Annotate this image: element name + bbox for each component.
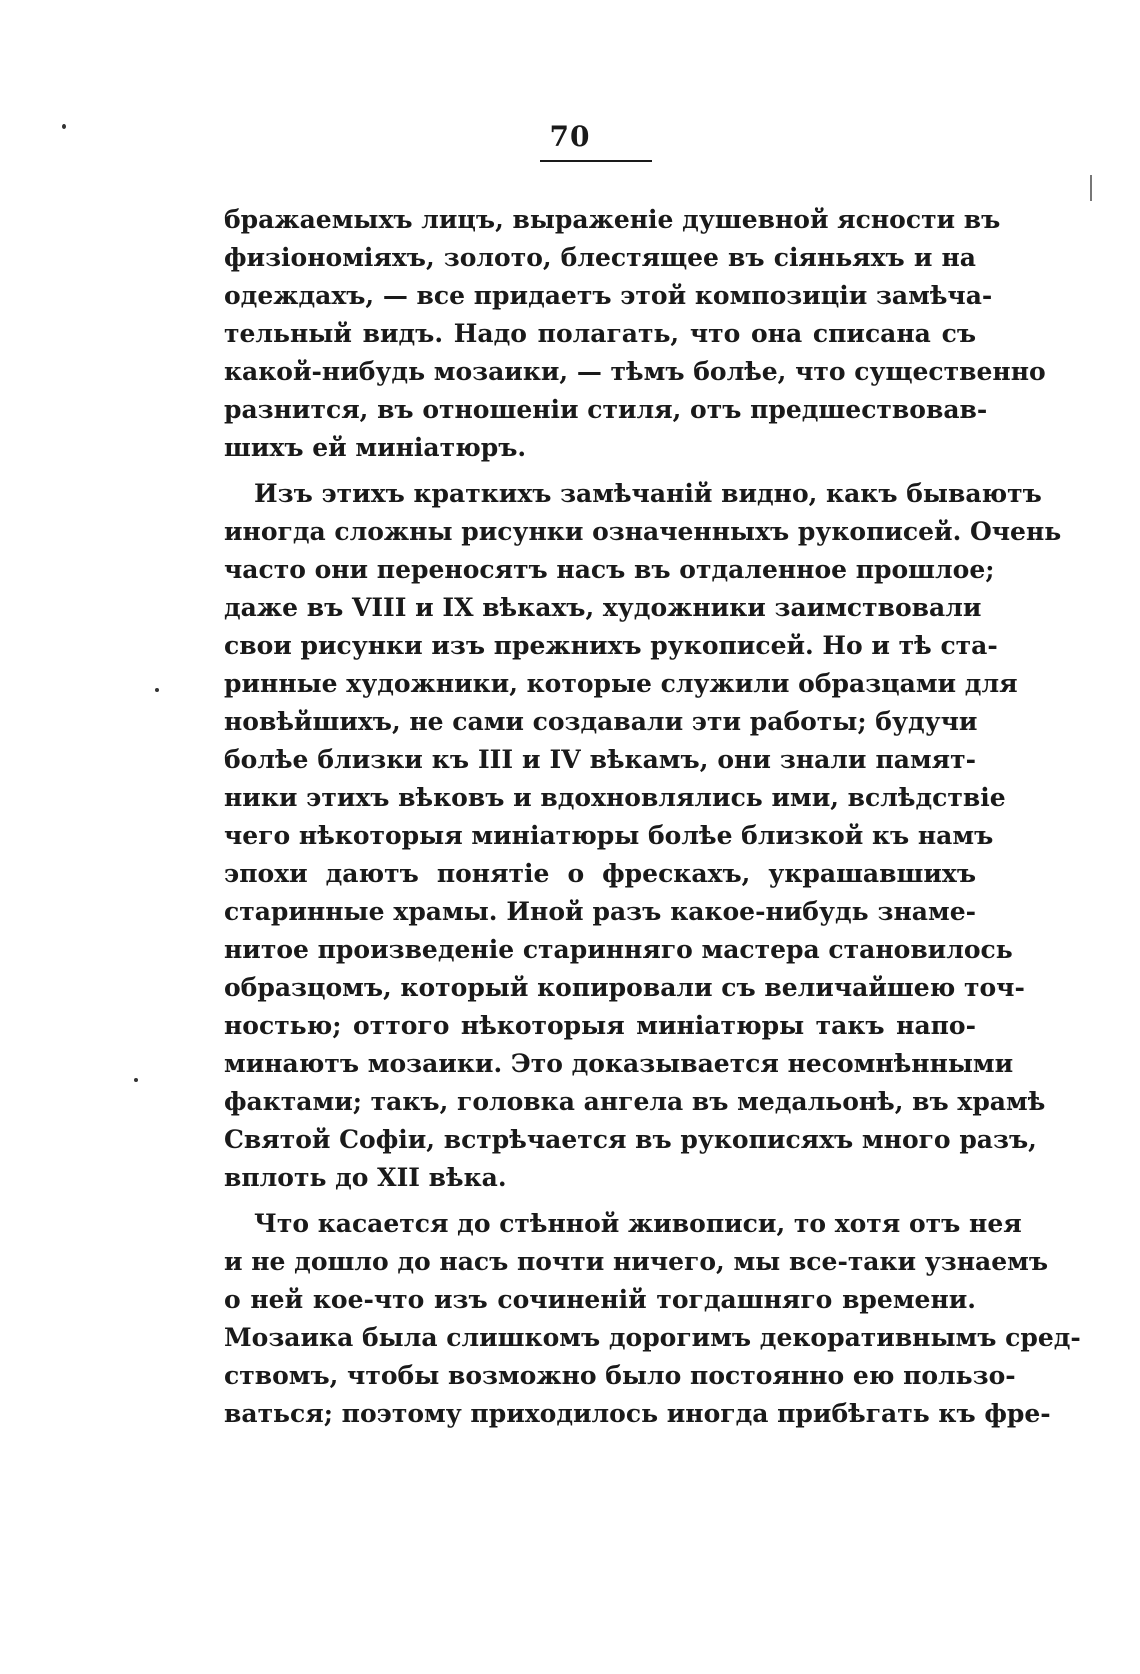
text-line: ваться; поэтому приходилось иногда прибѣгать къ фре- <box>224 1399 1051 1428</box>
text-line: чего нѣкоторыя миніатюры болѣе близкой къ намъ <box>224 821 994 850</box>
text-line: Изъ этихъ краткихъ замѣчаній видно, какъ бываютъ <box>254 479 1042 508</box>
text-line: даже въ VIII и IX вѣкахъ, художники заимствовали <box>224 593 982 622</box>
text-line: ностью; оттого нѣкоторыя миніатюры такъ напо- <box>224 1011 976 1040</box>
text-line: ники этихъ вѣковъ и вдохновлялись ими, вслѣдствіе <box>224 783 1006 812</box>
paragraph <box>224 201 1046 467</box>
text-line: Что касается до стѣнной живописи, то хотя отъ нея <box>254 1209 1022 1238</box>
text-line: минаютъ мозаики. Это доказывается несомнѣнными <box>224 1049 1014 1078</box>
page-number: 70 <box>549 120 591 153</box>
text-line: тельный видъ. Надо полагать, что она списана съ <box>224 319 976 348</box>
text-line: старинные храмы. Иной разъ какое-нибудь знаме- <box>224 897 976 926</box>
body-text <box>224 201 1081 1433</box>
text-line: шихъ ей миніатюръ. <box>224 433 527 462</box>
paragraph-gap <box>224 467 976 475</box>
text-line: бражаемыхъ лицъ, выраженіе душевной ясности въ <box>224 205 1001 234</box>
text-line: о ней кое-что изъ сочиненій тогдашняго времени. <box>224 1285 976 1314</box>
text-line: Святой Софіи, встрѣчается въ рукописяхъ много разъ, <box>224 1125 1037 1154</box>
text-line: ствомъ, чтобы возможно было постоянно ею пользо- <box>224 1361 1016 1390</box>
scan-edge-mark <box>1090 175 1092 201</box>
paragraph <box>224 1205 1081 1433</box>
text-line: образцомъ, который копировали съ величайшею точ- <box>224 973 1025 1002</box>
text-line: одеждахъ, — все придаетъ этой композиціи замѣча- <box>224 281 993 310</box>
text-line: вплоть до XII вѣка. <box>224 1163 507 1192</box>
text-line: новѣйшихъ, не сами создавали эти работы; будучи <box>224 707 978 736</box>
text-line: болѣе близки къ III и IV вѣкамъ, они знали памят- <box>224 745 976 774</box>
page-number-rule <box>540 160 652 162</box>
text-line: ринные художники, которые служили образцами для <box>224 669 1018 698</box>
text-line: свои рисунки изъ прежнихъ рукописей. Но и тѣ ста- <box>224 631 998 660</box>
text-line: нитое произведеніе старинняго мастера становилось <box>224 935 1013 964</box>
paragraph <box>224 475 1062 1197</box>
paragraph-gap <box>224 1197 976 1205</box>
text-line: эпохи даютъ понятіе о фрескахъ, украшавшихъ <box>224 859 976 888</box>
scan-speck <box>155 688 159 692</box>
scan-speck <box>62 124 66 129</box>
text-line: иногда сложны рисунки означенныхъ рукописей. Очень <box>224 517 1062 546</box>
text-line: какой-нибудь мозаики, — тѣмъ болѣе, что существенно <box>224 357 1046 386</box>
text-line: Мозаика была слишкомъ дорогимъ декоративнымъ сред- <box>224 1323 1081 1352</box>
text-line: фактами; такъ, головка ангела въ медальонѣ, въ храмѣ <box>224 1087 1046 1116</box>
scan-speck <box>134 1078 138 1082</box>
text-line: часто они переносятъ насъ въ отдаленное прошлое; <box>224 555 995 584</box>
text-line: разнится, въ отношеніи стиля, отъ предшествовав- <box>224 395 988 424</box>
text-line: и не дошло до насъ почти ничего, мы все-таки узнаемъ <box>224 1247 1049 1276</box>
text-line: физіономіяхъ, золото, блестящее въ сіяньяхъ и на <box>224 243 976 272</box>
